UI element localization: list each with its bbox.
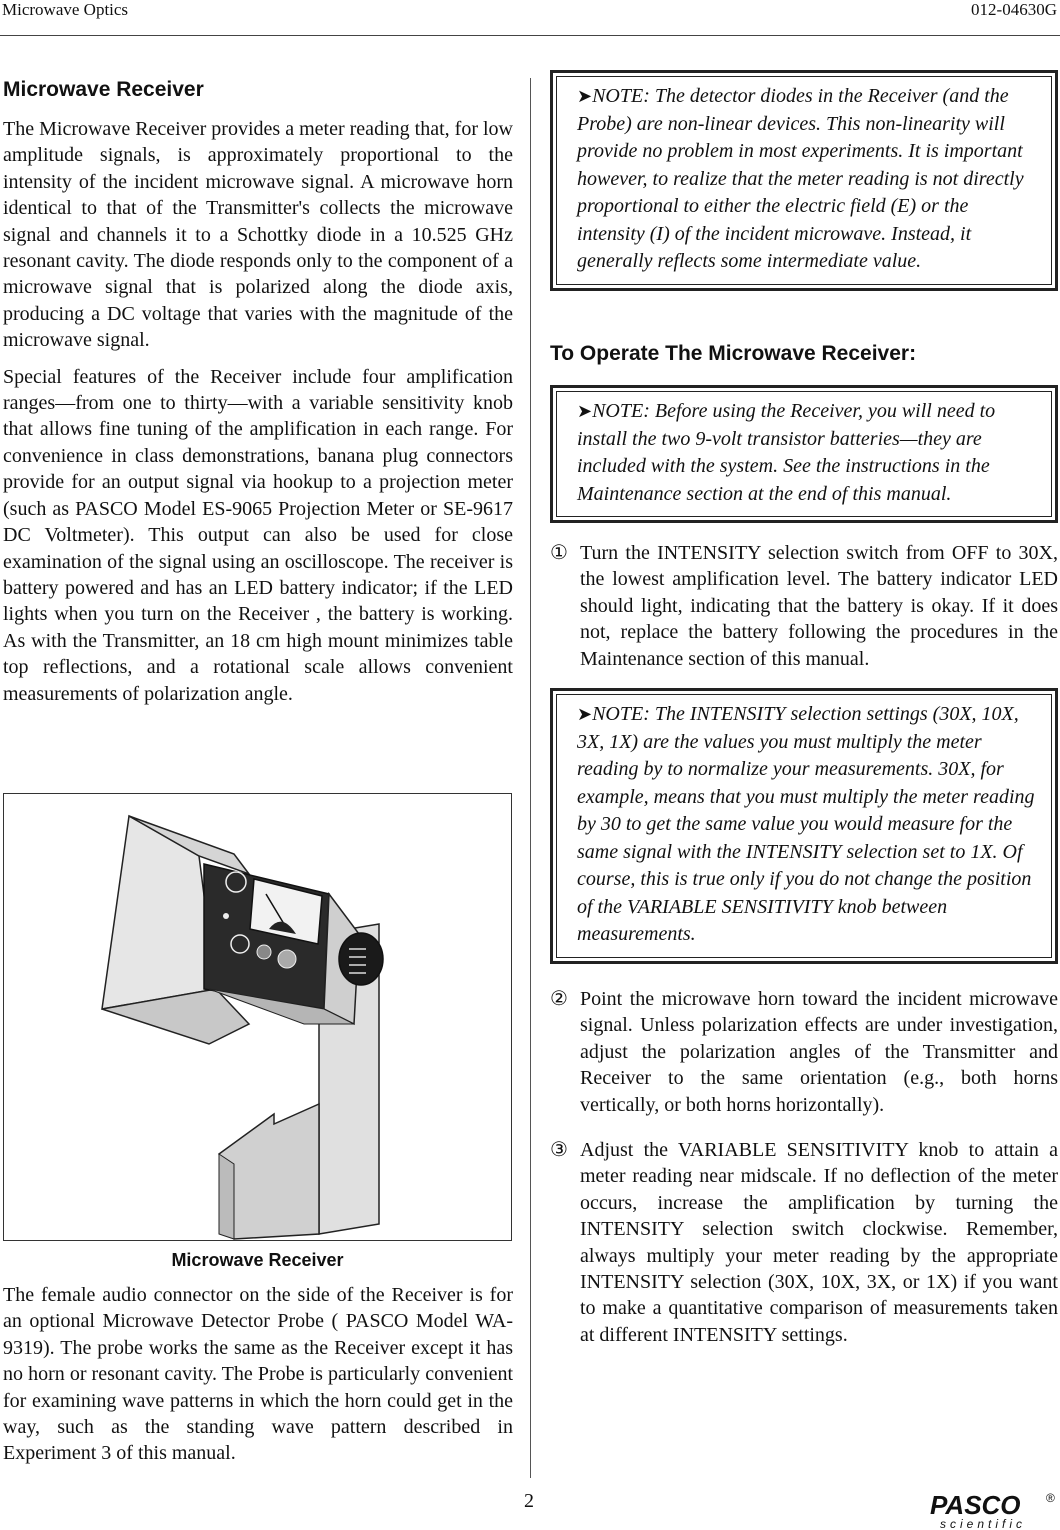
note-box-batteries [550, 385, 1058, 523]
after-figure-block [3, 1282, 513, 1467]
left-column [3, 70, 513, 707]
step-2-number: ② [550, 988, 568, 1010]
logo-registered: ® [1046, 1491, 1055, 1505]
note-box-intensity [550, 688, 1058, 964]
note-text-intensity: NOTE: The INTENSITY selection settings (30X, 10X, 3X, 1X) are the values you must multiply the meter reading by to normalize your measurements. 30X, for example, means that you must multiply the meter reading by 30 to get the same value you would measure for the same signal with the INTENSITY selection set to 1X. Of course, this is true only if you do not change the position of the VARIABLE SENSITIVITY knob between measurements. [577, 703, 1035, 945]
section-title-operate-receiver: To Operate The Microwave Receiver: [550, 342, 917, 365]
paragraph-receiver-intro: The Microwave Receiver provides a meter reading that, for low amplitude signals, is approximately proportional to the intensity of the incident microwave signal. A microwave horn identical to that of the Transmitter's collects the microwave signal and channels it to a Schottky diode in a 10.525 GHz resonant cavity. The diode responds only to the component of a microwave signal that is polarized along the diode axis, producing a DC voltage that varies with the magnitude of the microwave signal. [3, 118, 513, 352]
pasco-logo [928, 1490, 1058, 1530]
column-divider [530, 78, 531, 1478]
note-arrow-icon: ➤ [577, 704, 593, 724]
logo-text: PASCO [930, 1490, 1021, 1520]
note-arrow-icon: ➤ [577, 401, 593, 421]
header-rule [0, 35, 1060, 36]
output-connector [278, 950, 296, 968]
note-text-batteries: NOTE: Before using the Receiver, you will need to install the two 9-volt transistor batteries—they are included with the system. See the instructions in the Maintenance section at the end of this manual. [577, 400, 996, 505]
step-1 [550, 540, 1058, 672]
receiver-illustration [3, 793, 512, 1241]
logo-subtext: scientific [940, 1517, 1027, 1530]
section-title-microwave-receiver: Microwave Receiver [3, 78, 204, 101]
step-2-text: Point the microwave horn toward the incident microwave signal. Unless polarization effects are under investigation, adjust the polarization angles of the Transmitter and Receiver to the same orientation (e.g., both horns vertically, or both horns horizontally). [580, 988, 1058, 1116]
panel-screw [223, 913, 229, 919]
running-header-doc-number: 012-04630G [971, 0, 1057, 19]
paragraph-probe: The female audio connector on the side of the Receiver is for an optional Microwave Detector Probe ( PASCO Model WA-9319). The probe works the same as the Receiver except it has no horn or resonant cavity. The Probe is particularly convenient for examining wave patterns in which the horn could get in the way, such as the standing wave pattern described in Experiment 3 of this manual. [3, 1284, 513, 1465]
step-1-text: Turn the INTENSITY selection switch from OFF to 30X, the lowest amplification level. The battery indicator LED should light, indicating that the battery is okay. If it does not, replace the battery following the procedures in the Maintenance section of this manual. [580, 542, 1058, 670]
step-3-number: ③ [550, 1139, 568, 1161]
step-2 [550, 986, 1058, 1118]
step-3-text: Adjust the VARIABLE SENSITIVITY knob to attain a meter reading near midscale. If no deflection of the meter occurs, increase the amplification by turning the INTENSITY selection switch clockwise. Remember, always multiply your meter reading by the appropriate INTENSITY selection (30X, 10X, 3X, or 1X) if you want to make a quantitative comparison of measurements taken at different INTENSITY settings. [580, 1139, 1058, 1346]
page-number: 2 [524, 1490, 534, 1512]
note-box-nonlinear [550, 70, 1058, 291]
step-3 [550, 1137, 1058, 1348]
running-header-title: Microwave Optics [2, 0, 129, 19]
led-indicator [257, 945, 271, 959]
note-text-nonlinear: NOTE: The detector diodes in the Receiver (and the Probe) are non-linear devices. This non-linearity will provide no problem in most experiments. It is important however, to realize that the meter reading is not directly proportional to either the electric field (E) or the intensity (I) of the incident microwave. Instead, it generally reflects some intermediate value. [577, 85, 1024, 272]
step-1-number: ① [550, 542, 568, 564]
figure-caption: Microwave Receiver [171, 1250, 344, 1270]
mount-base-edge [219, 1154, 234, 1239]
receiver-drawing [4, 794, 511, 1240]
note-arrow-icon: ➤ [577, 86, 593, 106]
paragraph-receiver-features: Special features of the Receiver include four amplification ranges—from one to thirty—with a variable sensitivity knob that allows fine tuning of the amplification in each range. For convenience in class demonstrations, banana plug connectors provide for an output signal via hookup to a projection meter (such as PASCO Model ES-9065 Projection Meter or SE-9617 DC Voltmeter). This output can also be used for close examination of the signal using an oscilloscope. The receiver is battery powered and has an LED battery indicator; if the LED lights when you turn on the Receiver , the battery is working. As with the Transmitter, an 18 cm high mount minimizes table top reflections, and a rotational scale allows convenient measurements of polarization angle. [3, 365, 513, 705]
variable-sensitivity-knob [339, 933, 383, 985]
